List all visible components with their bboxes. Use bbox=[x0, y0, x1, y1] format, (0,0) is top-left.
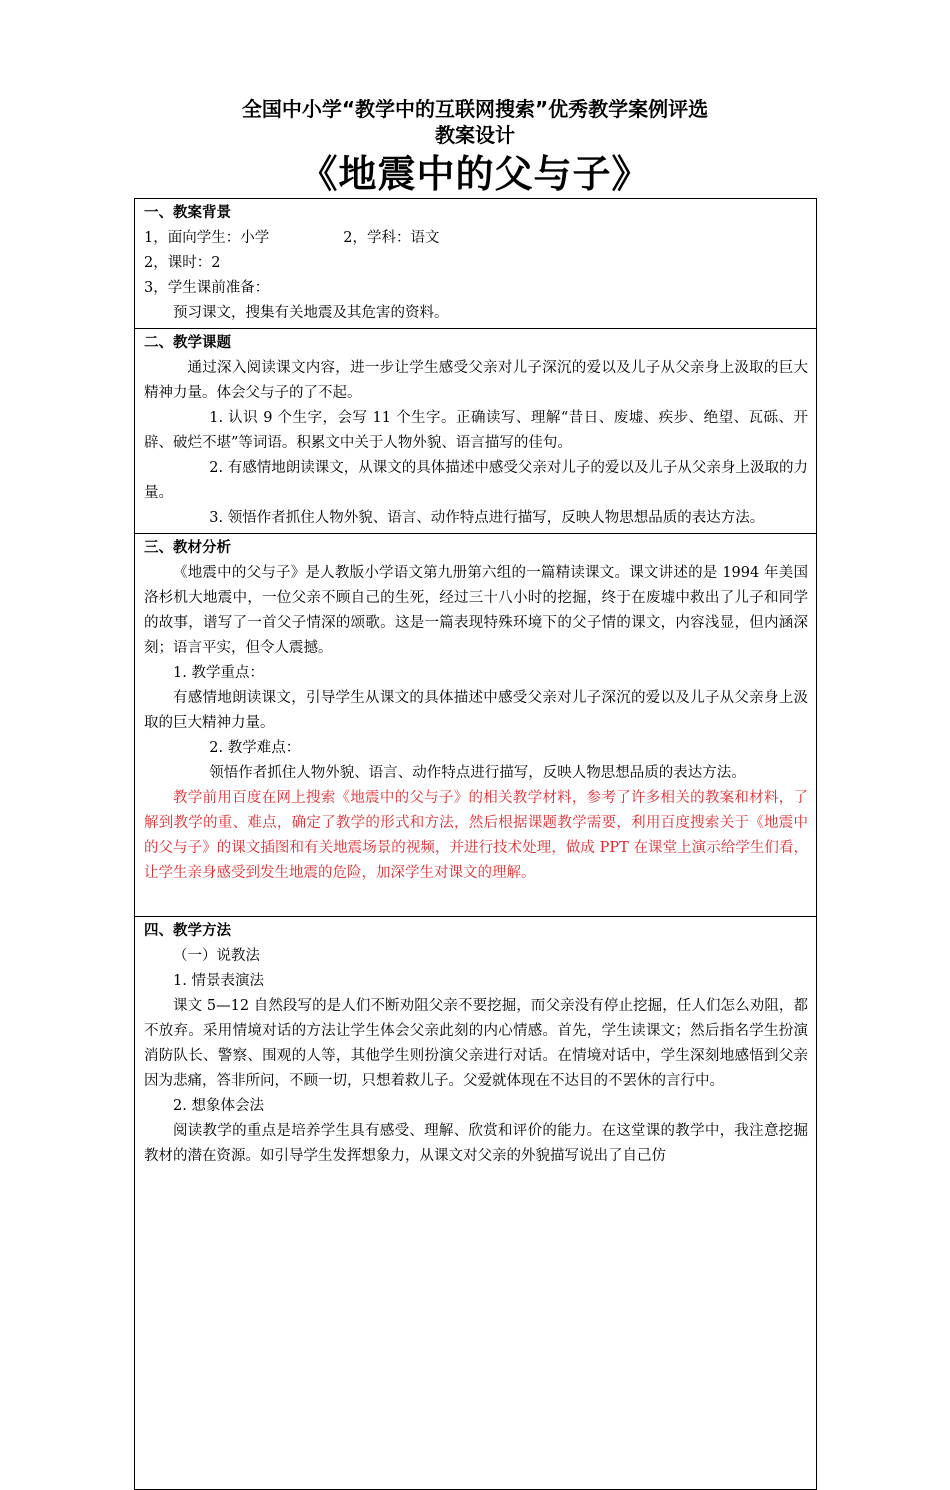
section-methods-cell bbox=[135, 917, 817, 1490]
method-2-label: 2. 想象体会法 bbox=[173, 1098, 264, 1114]
method-1-text: 课文 5—12 自然段写的是人们不断劝阻父亲不要挖掘，而父亲没有停止挖掘，任人们怎么劝阻，都不放弃。采用情境对话的方法让学生体会父亲此刻的内心情感。首先，学生读课文；然后指名学生扮演消防队长、警察、围观的人等，其他学生则扮演父亲进行对话。在情境对话中，学生深刻地感悟到父亲因为悲痛，答非所问，不顾一切，只想着救儿子。父爱就体现在不达目的不罢休的言行中。 bbox=[144, 998, 808, 1089]
topic-intro: 通过深入阅读课文内容，进一步让学生感受父亲对儿子深沉的爱以及儿子从父亲身上汲取的巨大精神力量。体会父与子的了不起。 bbox=[144, 360, 808, 401]
key-point-label: 1. 教学重点： bbox=[173, 665, 264, 681]
section-topic-cell bbox=[135, 329, 817, 534]
goal-2: 2. 有感情地朗读课文，从课文的具体描述中感受父亲对儿子的爱以及儿子从父亲身上汲取的力量。 bbox=[144, 460, 808, 501]
lesson-plan-table bbox=[134, 198, 817, 1490]
section-analysis bbox=[135, 534, 817, 917]
competition-title: 全国中小学“教学中的互联网搜索”优秀教学案例评选 bbox=[241, 97, 709, 121]
lesson-title: 《地震中的父与子》 bbox=[299, 152, 651, 196]
section-analysis-cell bbox=[135, 534, 817, 917]
audience-text: 1，面向学生：小学 bbox=[144, 230, 270, 246]
section-methods bbox=[135, 917, 817, 1490]
hours-text: 2，课时：2 bbox=[144, 255, 221, 271]
goal-1: 1. 认识 9 个生字，会写 11 个生字。正确读写、理解“昔日、废墟、疾步、绝望、瓦砾、开辟、破烂不堪”等词语。积累文中关于人物外貌、语言描写的佳句。 bbox=[144, 410, 808, 451]
goal-3: 3. 领悟作者抓住人物外貌、语言、动作特点进行描写，反映人物思想品质的表达方法。 bbox=[209, 510, 765, 526]
document-subtitle: 教案设计 bbox=[435, 123, 515, 147]
subject-text: 2，学科：语文 bbox=[343, 230, 440, 246]
analysis-intro: 《地震中的父与子》是人教版小学语文第九册第六组的一篇精读课文。课文讲述的是 1994 年美国洛杉机大地震中，一位父亲不顾自己的生死，经过三十八小时的挖掘，终于在废墟中救出了儿子和同学的故事，谱写了一首父子情深的颂歌。这是一篇表现特殊环境下的父子情的课文，内容浅显，但内涵深刻；语言平实，但令人震撼。 bbox=[144, 565, 808, 656]
methods-subheading: （一）说教法 bbox=[173, 948, 260, 964]
info-row bbox=[144, 226, 808, 251]
prep-label: 3，学生课前准备： bbox=[144, 280, 270, 296]
prep-text: 预习课文，搜集有关地震及其危害的资料。 bbox=[173, 305, 449, 321]
document-header bbox=[0, 96, 950, 199]
section-title: 三、教材分析 bbox=[144, 540, 231, 556]
section-title: 四、教学方法 bbox=[144, 923, 231, 939]
method-1-label: 1. 情景表演法 bbox=[173, 973, 264, 989]
key-point-text: 有感情地朗读课文，引导学生从课文的具体描述中感受父亲对儿子深沉的爱以及儿子从父亲身上汲取的巨大精神力量。 bbox=[144, 690, 808, 731]
section-title: 一、教案背景 bbox=[144, 205, 231, 221]
difficulty-label: 2. 教学难点： bbox=[209, 740, 301, 756]
section-background bbox=[135, 199, 817, 329]
search-note: 教学前用百度在网上搜索《地震中的父与子》的相关教学材料，参考了许多相关的教案和材料，了解到教学的重、难点，确定了教学的形式和方法，然后根据课题教学需要，利用百度搜索关于《地震中的父与子》的课文插图和有关地震场景的视频，并进行技术处理，做成 PPT 在课堂上演示给学生们看，让学生亲身感受到发生地震的危险，加深学生对课文的理解。 bbox=[144, 790, 808, 881]
difficulty-text: 领悟作者抓住人物外貌、语言、动作特点进行描写，反映人物思想品质的表达方法。 bbox=[209, 765, 746, 781]
section-background-cell bbox=[135, 199, 817, 329]
section-title: 二、教学课题 bbox=[144, 335, 231, 351]
section-topic bbox=[135, 329, 817, 534]
method-2-text: 阅读教学的重点是培养学生具有感受、理解、欣赏和评价的能力。在这堂课的教学中，我注意挖掘教材的潜在资源。如引导学生发挥想象力，从课文对父亲的外貌描写说出了自己仿 bbox=[144, 1123, 808, 1164]
